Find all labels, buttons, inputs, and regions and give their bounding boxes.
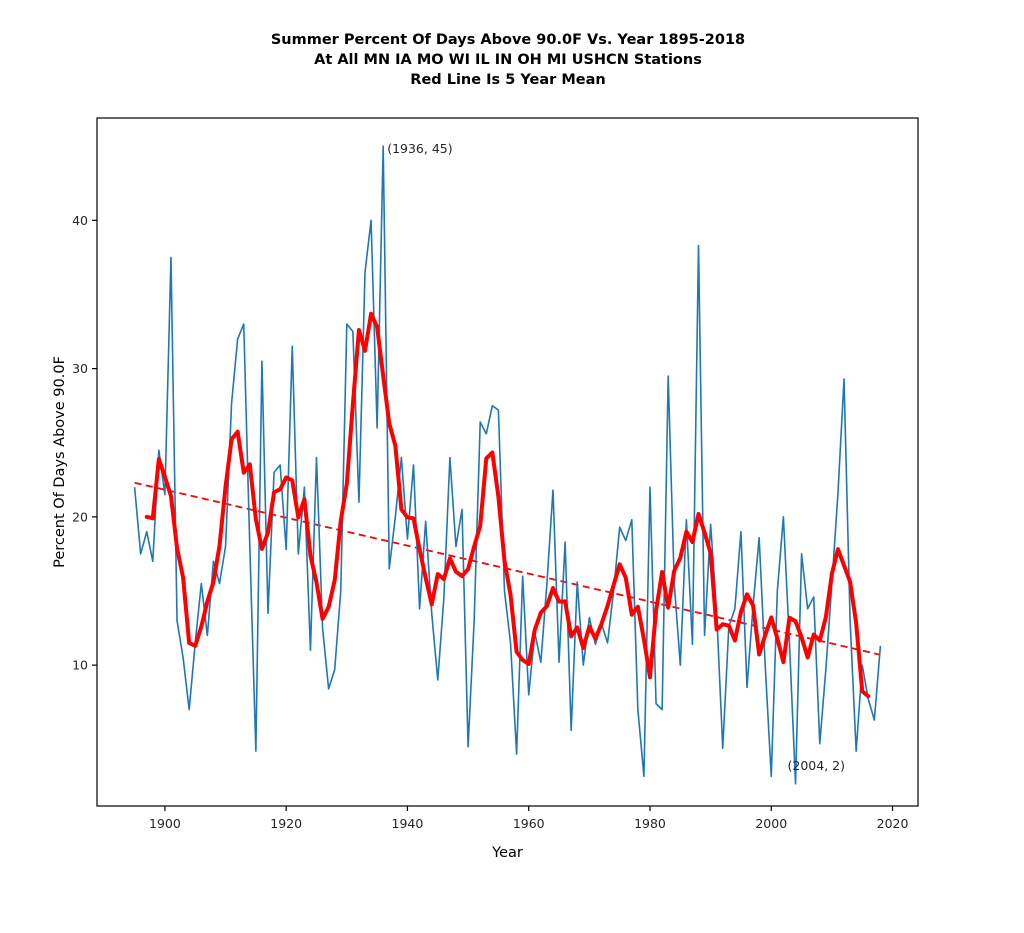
x-tick-label: 1900 <box>149 816 181 831</box>
y-tick-label: 20 <box>72 509 88 525</box>
x-tick-label: 1920 <box>270 816 303 831</box>
annotation-1936: (1936, 45) <box>387 141 453 157</box>
y-tick-label: 30 <box>72 361 88 377</box>
x-tick-label: 1960 <box>512 816 545 831</box>
y-tick-label: 40 <box>72 212 88 228</box>
annual-line <box>135 146 881 784</box>
annotation-2004: (2004, 2) <box>787 757 845 773</box>
axes-spines <box>97 118 918 806</box>
x-tick-label: 1980 <box>634 816 666 831</box>
x-axis-label: Year <box>492 845 523 861</box>
chart-title-line-3: Red Line Is 5 Year Mean <box>410 72 606 88</box>
x-tick-label: 2000 <box>755 816 788 831</box>
x-tick-label: 2020 <box>876 816 909 831</box>
mean-line <box>147 314 869 697</box>
y-tick-label: 10 <box>72 657 88 673</box>
y-axis-label: Percent Of Days Above 90.0F <box>52 356 68 568</box>
chart-title-line-2: At All MN IA MO WI IL IN OH MI USHCN Stations <box>314 52 702 68</box>
x-tick-label: 1940 <box>391 816 424 831</box>
chart-title-line-1: Summer Percent Of Days Above 90.0F Vs. Year 1895-2018 <box>270 32 746 48</box>
